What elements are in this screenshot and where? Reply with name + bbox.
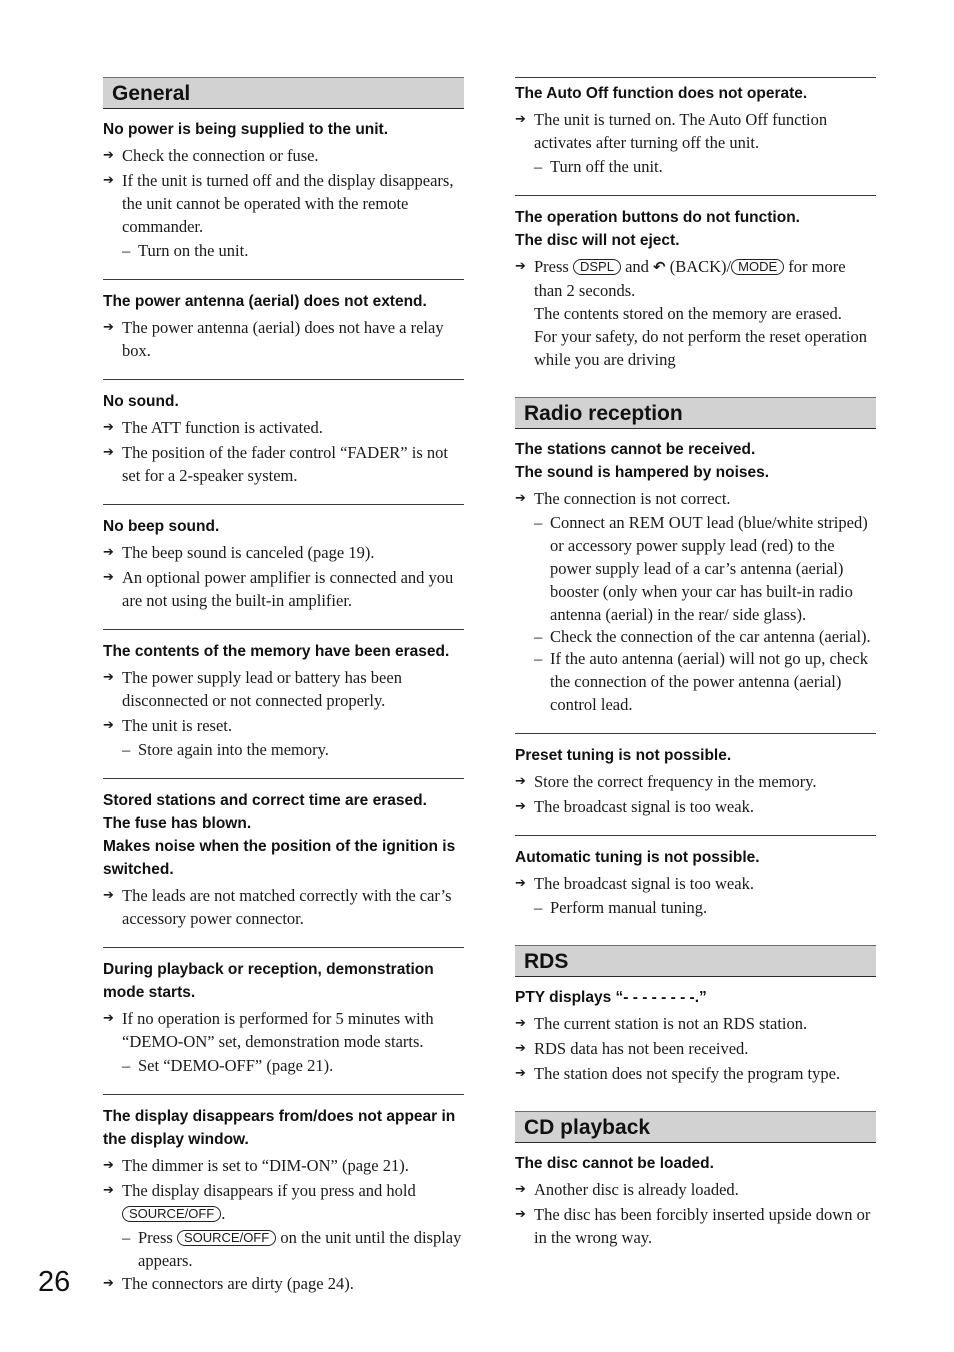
trouble-demo-mode — [103, 947, 464, 1077]
remedy-item: – Turn on the unit. — [122, 241, 249, 260]
cause-item: ➔ RDS data has not been received. — [515, 1039, 749, 1058]
page-number: 26 — [38, 1266, 71, 1298]
cause-item: ➔ The broadcast signal is too weak. — [515, 874, 754, 893]
cause-item: ➔ The beep sound is canceled (page 19). — [103, 543, 375, 562]
arrow-right-icon: ➔ — [103, 888, 114, 903]
cause-item: ➔ The display disappears if you press and hold SOURCE/OFF . — [103, 1181, 416, 1223]
trouble-no-beep — [103, 504, 464, 612]
remedy-item: – Press SOURCE/OFF on the unit until the display appears. — [122, 1228, 462, 1270]
source-off-button-label: SOURCE/OFF — [177, 1230, 276, 1246]
trouble-pty-displays — [515, 977, 876, 1085]
arrow-right-icon: ➔ — [515, 876, 526, 891]
remedy-item: – Check the connection of the car antenna (aerial). — [534, 627, 871, 646]
arrow-right-icon: ➔ — [515, 1207, 526, 1222]
arrow-right-icon: ➔ — [103, 173, 114, 188]
dspl-button-label: DSPL — [573, 259, 621, 275]
remedy-item: – If the auto antenna (aerial) will not go up, check the connection of the power antenna (aerial) control lead. — [534, 649, 868, 714]
trouble-heading: Preset tuning is not possible. — [515, 747, 732, 764]
arrow-right-icon: ➔ — [515, 259, 526, 274]
trouble-power-antenna — [103, 279, 464, 362]
left-column — [103, 77, 464, 1312]
mode-button-label: MODE — [731, 259, 784, 275]
back-icon: ↶ — [653, 258, 666, 276]
remedy-item: – Turn off the unit. — [534, 157, 663, 176]
trouble-heading: No power is being supplied to the unit. — [103, 121, 389, 138]
arrow-right-icon: ➔ — [103, 420, 114, 435]
arrow-right-icon: ➔ — [515, 112, 526, 127]
cause-item: ➔ The broadcast signal is too weak. — [515, 797, 754, 816]
trouble-preset-tuning — [515, 733, 876, 818]
trouble-heading: The operation buttons do not function. The disc will not eject. — [515, 209, 800, 249]
arrow-right-icon: ➔ — [515, 1016, 526, 1031]
cause-item: ➔ Check the connection or fuse. — [103, 146, 319, 165]
arrow-right-icon: ➔ — [103, 1011, 114, 1026]
cause-item: ➔ The station does not specify the program type. — [515, 1064, 841, 1083]
remedy-item: – Perform manual tuning. — [534, 898, 708, 917]
trouble-auto-off — [515, 77, 876, 178]
remedy-item: – Set “DEMO-OFF” (page 21). — [122, 1056, 334, 1075]
remedy-item: – Connect an REM OUT lead (blue/white striped) or accessory power supply lead (red) to the power supply lead of a car’s antenna (aerial) booster (only when your car has built-in radio antenna (aerial) in the rear/ side glass). — [534, 513, 868, 624]
cause-item: ➔ The position of the fader control “FADER” is not set for a 2-speaker system. — [103, 443, 448, 485]
trouble-heading: Automatic tuning is not possible. — [515, 849, 760, 866]
arrow-right-icon: ➔ — [103, 445, 114, 460]
trouble-heading: The disc cannot be loaded. — [515, 1155, 714, 1172]
arrow-right-icon: ➔ — [515, 1182, 526, 1197]
trouble-no-power — [103, 109, 464, 262]
trouble-stations-erased — [103, 778, 464, 930]
arrow-right-icon: ➔ — [515, 799, 526, 814]
trouble-heading: No beep sound. — [103, 518, 220, 535]
arrow-right-icon: ➔ — [103, 670, 114, 685]
section-band-general: General — [103, 77, 464, 109]
section-band-rds: RDS — [515, 945, 876, 977]
right-column — [515, 77, 876, 1266]
trouble-no-sound — [103, 379, 464, 487]
section-band-radio-reception: Radio reception — [515, 397, 876, 429]
arrow-right-icon: ➔ — [103, 570, 114, 585]
source-off-button-label: SOURCE/OFF — [122, 1206, 221, 1222]
cause-item: ➔ The dimmer is set to “DIM-ON” (page 21). — [103, 1156, 409, 1175]
trouble-heading: The display disappears from/does not appear in the display window. — [103, 1108, 456, 1148]
trouble-memory-erased — [103, 629, 464, 761]
arrow-right-icon: ➔ — [103, 320, 114, 335]
trouble-heading: The Auto Off function does not operate. — [515, 85, 808, 102]
cause-item: ➔ If no operation is performed for 5 minutes with “DEMO-ON” set, demonstration mode starts. — [103, 1009, 434, 1051]
trouble-heading: PTY displays “- - - - - - - -.” — [515, 989, 707, 1006]
remedy-item: – Store again into the memory. — [122, 740, 329, 759]
section-band-cd-playback: CD playback — [515, 1111, 876, 1143]
cause-item: ➔ The leads are not matched correctly with the car’s accessory power connector. — [103, 886, 452, 928]
cause-item: ➔ The ATT function is activated. — [103, 418, 323, 437]
cause-item: ➔ The connectors are dirty (page 24). — [103, 1274, 354, 1293]
trouble-buttons-not-function — [515, 195, 876, 371]
cause-item: ➔ An optional power amplifier is connected and you are not using the built-in amplifier. — [103, 568, 454, 610]
cause-item: ➔ The connection is not correct. — [515, 489, 731, 508]
trouble-heading: The power antenna (aerial) does not extend. — [103, 293, 427, 310]
cause-item: ➔ Store the correct frequency in the memory. — [515, 772, 817, 791]
cause-item: ➔ The unit is turned on. The Auto Off function activates after turning off the unit. — [515, 110, 828, 152]
trouble-stations-not-received — [515, 429, 876, 716]
arrow-right-icon: ➔ — [515, 1041, 526, 1056]
cause-item: ➔ Another disc is already loaded. — [515, 1180, 739, 1199]
trouble-heading: The contents of the memory have been erased. — [103, 643, 450, 660]
trouble-heading: The stations cannot be received. The sound is hampered by noises. — [515, 441, 770, 481]
arrow-right-icon: ➔ — [103, 545, 114, 560]
arrow-right-icon: ➔ — [103, 1276, 114, 1291]
trouble-automatic-tuning — [515, 835, 876, 919]
arrow-right-icon: ➔ — [515, 774, 526, 789]
cause-item: ➔ The unit is reset. — [103, 716, 232, 735]
cause-item: ➔ The power antenna (aerial) does not have a relay box. — [103, 318, 444, 360]
trouble-disc-not-loaded — [515, 1143, 876, 1249]
cause-item: ➔ If the unit is turned off and the display disappears, the unit cannot be operated with the remote commander. — [103, 171, 454, 236]
trouble-display-disappears — [103, 1094, 464, 1295]
arrow-right-icon: ➔ — [103, 1183, 114, 1198]
cause-item: ➔ Press DSPL and ↶ (BACK)/ MODE for more than 2 seconds. The contents stored on the memory are erased. For your safety, do not perform the reset operation while you are driving — [515, 257, 867, 369]
cause-item: ➔ The disc has been forcibly inserted upside down or in the wrong way. — [515, 1205, 871, 1247]
arrow-right-icon: ➔ — [103, 1158, 114, 1173]
cause-item: ➔ The power supply lead or battery has been disconnected or not connected properly. — [103, 668, 402, 710]
arrow-right-icon: ➔ — [515, 491, 526, 506]
trouble-heading: During playback or reception, demonstration mode starts. — [103, 961, 434, 1001]
trouble-heading: No sound. — [103, 393, 179, 410]
arrow-right-icon: ➔ — [103, 718, 114, 733]
cause-item: ➔ The current station is not an RDS station. — [515, 1014, 808, 1033]
trouble-heading: Stored stations and correct time are erased. The fuse has blown. Makes noise when the position of the ignition is switched. — [103, 792, 456, 878]
arrow-right-icon: ➔ — [515, 1066, 526, 1081]
arrow-right-icon: ➔ — [103, 148, 114, 163]
